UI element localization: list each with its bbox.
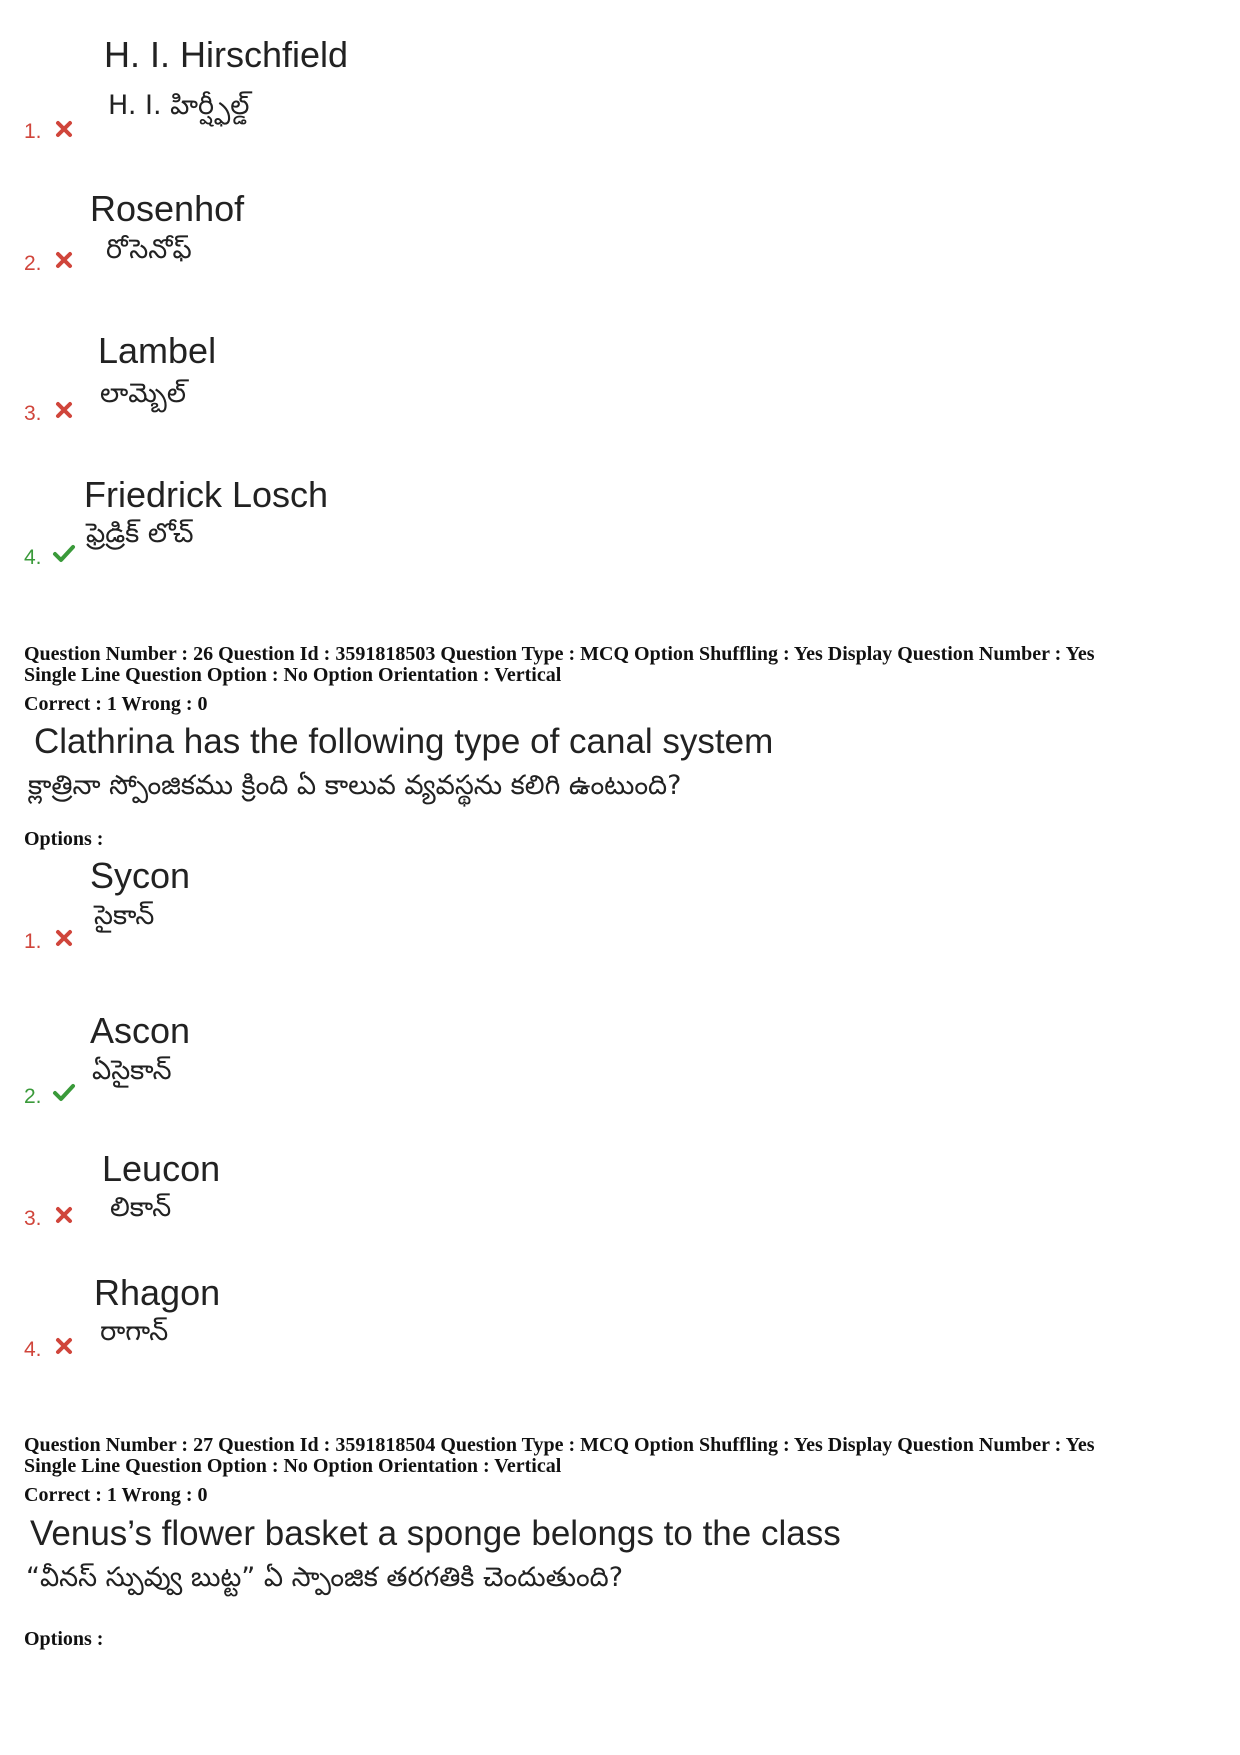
option-te-text: లికాన్ (110, 1192, 172, 1223)
cross-icon (54, 1205, 74, 1225)
check-icon (52, 1083, 76, 1103)
option-en-text: Rosenhof (90, 188, 245, 229)
question-text-te: క్లాత్రినా స్పోంజికము క్రింది ఏ కాలువ వ్యవస్థను కలిగి ఉంటుంది? (28, 770, 682, 801)
cross-icon (54, 928, 74, 948)
option-number: 4. (24, 1338, 42, 1361)
option-number: 1. (24, 120, 42, 143)
question-meta-line1: Question Number : 26 Question Id : 3591818503 Question Type : MCQ Option Shuffling : Yes Display Question Number : Yes (24, 643, 1095, 665)
option-te-text: ఫ్రెడ్రిక్ లోచ్ (86, 518, 194, 549)
option-te-text: లామ్బెల్ (100, 378, 186, 409)
option-en-text: Lambel (98, 330, 217, 371)
option-en-text: Leucon (102, 1148, 221, 1189)
option-en-text: Ascon (90, 1010, 191, 1051)
cross-icon (54, 119, 74, 139)
question-meta-line2: Single Line Question Option : No Option Orientation : Vertical (24, 664, 562, 686)
option-number: 2. (24, 1085, 42, 1108)
question-meta-line2: Single Line Question Option : No Option Orientation : Vertical (24, 1455, 562, 1477)
option-en-text: Sycon (90, 855, 191, 896)
option-number: 4. (24, 546, 42, 569)
option-en-text: Rhagon (94, 1272, 221, 1313)
question-text-en: Clathrina has the following type of canal system (34, 722, 774, 761)
options-label: Options : (24, 1628, 104, 1650)
option-te-text: రాగాన్ (100, 1316, 169, 1347)
option-en-text: Friedrick Losch (84, 474, 329, 515)
question-text-en: Venus’s flower basket a sponge belongs to the class (30, 1514, 841, 1553)
score-info: Correct : 1 Wrong : 0 (24, 693, 208, 715)
option-number: 3. (24, 402, 42, 425)
question-text-te: “వీనస్ స్పువ్వు బుట్ట” ఏ స్పాంజిక తరగతికి చెందుతుంది? (26, 1562, 624, 1593)
options-label: Options : (24, 828, 104, 850)
cross-icon (54, 1336, 74, 1356)
question-meta-line1: Question Number : 27 Question Id : 3591818504 Question Type : MCQ Option Shuffling : Yes Display Question Number : Yes (24, 1434, 1095, 1456)
option-te-text: H. I. హిర్ష్ఫీల్డ్ (108, 90, 250, 121)
cross-icon (54, 400, 74, 420)
option-number: 3. (24, 1207, 42, 1230)
option-number: 2. (24, 252, 42, 275)
option-te-text: సైకాన్ (94, 900, 155, 931)
cross-icon (54, 250, 74, 270)
score-info: Correct : 1 Wrong : 0 (24, 1484, 208, 1506)
option-te-text: ఏసైకాన్ (92, 1055, 172, 1086)
check-icon (52, 544, 76, 564)
option-en-text: H. I. Hirschfield (104, 34, 349, 75)
option-number: 1. (24, 930, 42, 953)
option-te-text: రోసెనోఫ్ (106, 234, 192, 265)
